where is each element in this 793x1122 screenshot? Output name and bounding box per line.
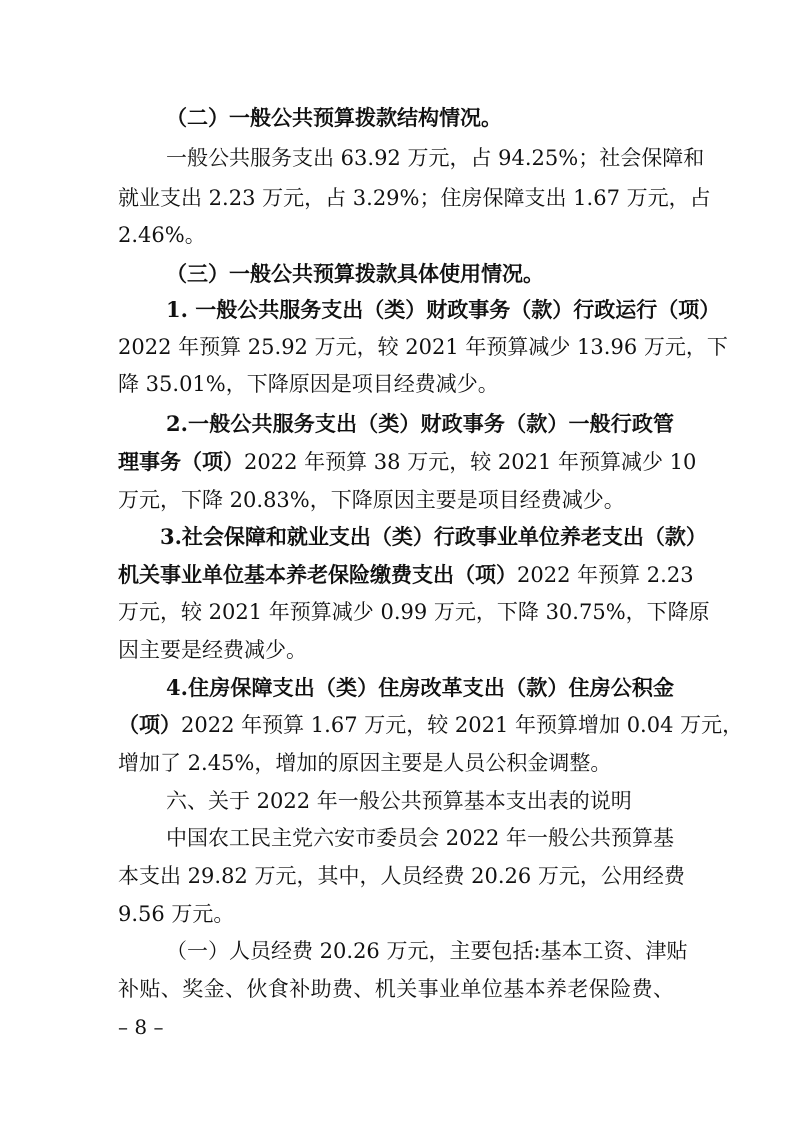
body-line: 因主要是经费减少。 — [118, 638, 307, 662]
body-line: 就业支出 2.23 万元，占 3.29%；住房保障支出 1.67 万元，占 — [118, 186, 711, 210]
body-line: 2022 年预算 25.92 万元，较 2021 年预算减少 13.96 万元，下 — [118, 335, 728, 359]
body-line: 万元，较 2021 年预算减少 0.99 万元，下降 30.75%，下降原 — [118, 600, 710, 624]
item-4-title-cont: （项） — [118, 712, 181, 737]
body-text: 2022 年预算 2.23 — [517, 563, 694, 587]
body-line: 一般公共服务支出 63.92 万元，占 94.25%；社会保障和 — [166, 146, 705, 170]
body-line: 9.56 万元。 — [118, 902, 235, 926]
body-line: 本支出 29.82 万元，其中，人员经费 20.26 万元，公用经费 — [118, 864, 685, 888]
body-line: 增加了 2.45%，增加的原因主要是人员公积金调整。 — [118, 751, 612, 775]
item-3-title-cont: 机关事业单位基本养老保险缴费支出（项） — [118, 562, 517, 587]
item-1-title: 1. 一般公共服务支出（类）财政事务（款）行政运行（项） — [166, 297, 721, 322]
body-line: 降 35.01%，下降原因是项目经费减少。 — [118, 372, 499, 396]
body-line: 万元，下降 20.83%，下降原因主要是项目经费减少。 — [118, 488, 625, 512]
item-4-line — [118, 711, 744, 739]
item-3-title: 3.社会保障和就业支出（类）行政事业单位养老支出（款） — [160, 524, 707, 549]
heading-2: （二）一般公共预算拨款结构情况。 — [166, 105, 502, 130]
body-text: 2022 年预算 38 万元，较 2021 年预算减少 10 — [244, 450, 697, 474]
body-line: 2.46%。 — [118, 223, 206, 247]
body-text: 2022 年预算 1.67 万元，较 2021 年预算增加 0.04 万元， — [181, 713, 744, 737]
item-3-line — [118, 561, 694, 589]
item-4-title: 4.住房保障支出（类）住房改革支出（款）住房公积金 — [166, 675, 674, 700]
body-line: 中国农工民主党六安市委员会 2022 年一般公共预算基 — [166, 826, 674, 850]
item-2-title-cont: 理事务（项） — [118, 449, 244, 474]
heading-3: （三）一般公共预算拨款具体使用情况。 — [166, 261, 544, 286]
item-2-line — [118, 448, 697, 476]
section-6-title: 六、关于 2022 年一般公共预算基本支出表的说明 — [166, 789, 632, 813]
item-2-title: 2.一般公共服务支出（类）财政事务（款）一般行政管 — [166, 411, 674, 436]
body-line: （一）人员经费 20.26 万元，主要包括:基本工资、津贴 — [166, 939, 688, 963]
page-number: – 8 – — [118, 1015, 164, 1039]
body-line: 补贴、奖金、伙食补助费、机关事业单位基本养老保险费、 — [118, 977, 674, 1001]
